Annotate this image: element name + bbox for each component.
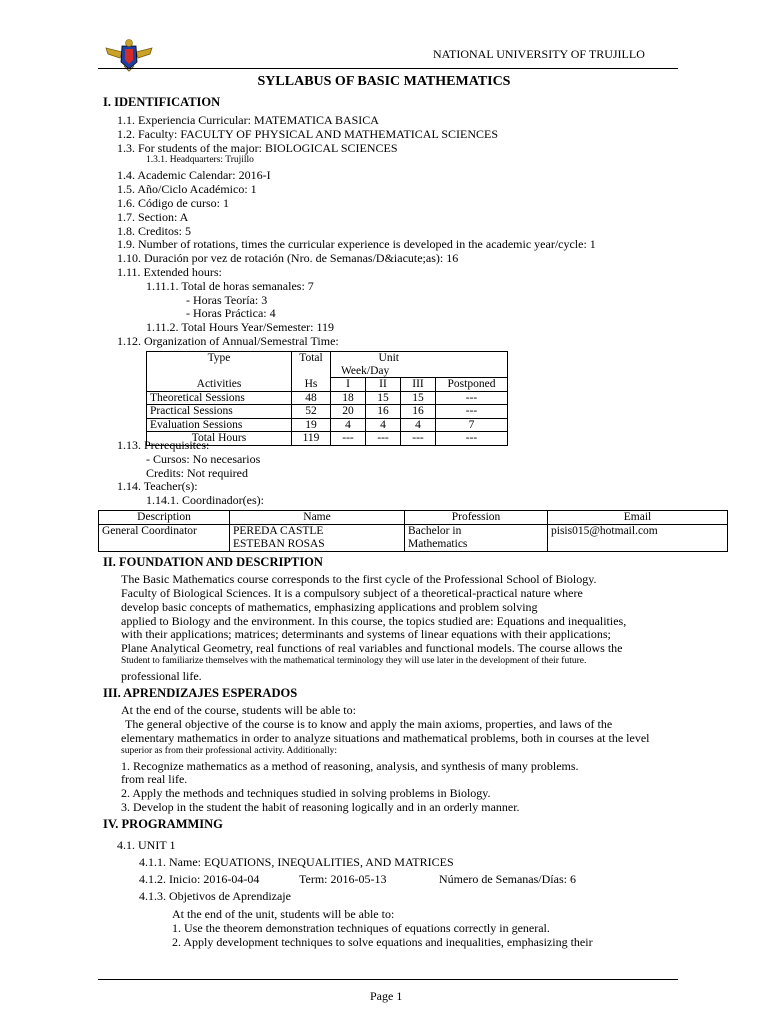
cell-postponed: ---	[436, 432, 508, 446]
programming-unit: 4.1. UNIT 1	[117, 838, 176, 852]
id-line-1-14: 1.14. Teacher(s):	[117, 479, 198, 493]
name-line-2: ESTEBAN ROSAS	[233, 538, 325, 550]
table-row	[147, 391, 508, 405]
id-line-cursos: - Cursos: No necesarios	[146, 452, 261, 466]
cell-iii: 16	[401, 405, 436, 419]
header-cell-blank	[436, 352, 508, 378]
foundation-line-1: The Basic Mathematics course corresponds to the first cycle of the Professional School of Biology.	[121, 572, 597, 586]
header-unit-label: Unit	[378, 352, 399, 364]
id-line-1-13: 1.13. Prerequisites:	[117, 438, 210, 452]
learning-general-3: superior as from their professional activity. Additionally:	[121, 746, 337, 756]
header-cell-postponed: Postponed	[436, 378, 508, 392]
cell-profession	[405, 525, 548, 552]
learning-objective-1a: 1. Recognize mathematics as a method of reasoning, analysis, and synthesis of many problems.	[121, 759, 579, 773]
cell-iii: ---	[401, 432, 436, 446]
cell-ii: 15	[366, 391, 401, 405]
cell-activity: Evaluation Sessions	[147, 418, 292, 432]
cell-i: ---	[331, 432, 366, 446]
cell-total: 52	[292, 405, 331, 419]
document-title: SYLLABUS OF BASIC MATHEMATICS	[257, 74, 511, 89]
header-rule	[98, 68, 678, 69]
id-line-horas-teoria: - Horas Teoría: 3	[186, 293, 268, 307]
profession-line-1: Bachelor in	[408, 525, 462, 537]
id-line-1-3-1: 1.3.1. Headquarters: Trujillo	[146, 155, 254, 165]
cell-activity: Theoretical Sessions	[147, 391, 292, 405]
id-line-credits: Credits: Not required	[146, 466, 248, 480]
foundation-line-8: professional life.	[121, 669, 202, 683]
header-cell-activities: Activities	[147, 378, 292, 392]
header-week-label: Week/Day	[341, 364, 390, 377]
header-cell-hs: Hs	[292, 378, 331, 392]
page-number: Page 1	[370, 989, 403, 1003]
id-line-1-12: 1.12. Organization of Annual/Semestral Time:	[117, 334, 339, 348]
foundation-line-6: Plane Analytical Geometry, real functions of real variables and functional models. The course allows the	[121, 641, 623, 655]
id-line-1-2: 1.2. Faculty: FACULTY OF PHYSICAL AND MATHEMATICAL SCIENCES	[117, 127, 499, 141]
table-row	[99, 511, 728, 525]
learning-intro: At the end of the course, students will be able to:	[121, 703, 356, 717]
programming-objectives: 4.1.3. Objetivos de Aprendizaje	[139, 889, 291, 903]
learning-objective-1b: from real life.	[121, 772, 188, 786]
footer-rule	[98, 979, 678, 980]
id-line-1-11-2: 1.11.2. Total Hours Year/Semester: 119	[146, 320, 335, 334]
table-row	[147, 378, 508, 392]
header-cell-total: Total	[292, 352, 331, 378]
cell-postponed: 7	[436, 418, 508, 432]
header-cell-profession: Profession	[405, 511, 548, 525]
table-row	[99, 525, 728, 552]
cell-email: pisis015@hotmail.com	[548, 525, 728, 552]
cell-ii: 4	[366, 418, 401, 432]
learning-objective-2: 2. Apply the methods and techniques studied in solving problems in Biology.	[121, 786, 491, 800]
cell-iii: 4	[401, 418, 436, 432]
cell-description: General Coordinator	[99, 525, 230, 552]
header-cell-name: Name	[230, 511, 405, 525]
id-line-1-1: 1.1. Experiencia Curricular: MATEMATICA BASICA	[117, 113, 379, 127]
cell-activity: Practical Sessions	[147, 405, 292, 419]
teacher-table	[98, 510, 728, 552]
cell-ii: ---	[366, 432, 401, 446]
section-identification-heading: I. IDENTIFICATION	[103, 95, 221, 109]
time-organization-table	[146, 351, 508, 446]
cell-postponed: ---	[436, 405, 508, 419]
learning-general-2: elementary mathematics in order to analyze situations and mathematical problems, both in courses at the level	[121, 731, 650, 745]
cell-total: 48	[292, 391, 331, 405]
header-cell-i: I	[331, 378, 366, 392]
id-line-1-4: 1.4. Academic Calendar: 2016-I	[117, 168, 271, 182]
id-line-1-10: 1.10. Duración por vez de rotación (Nro. de Semanas/D&iacute;as): 16	[117, 251, 459, 265]
id-line-1-11: 1.11. Extended hours:	[117, 265, 222, 279]
cell-total: 19	[292, 418, 331, 432]
cell-total: 119	[292, 432, 331, 446]
foundation-line-7: Student to familiarize themselves with the mathematical terminology they will use later in the development of their future.	[121, 656, 587, 666]
foundation-line-4: applied to Biology and the environment. In this course, the topics studied are: Equations and inequalities,	[121, 614, 627, 628]
section-programming-heading: IV. PROGRAMMING	[103, 817, 223, 831]
cell-postponed: ---	[436, 391, 508, 405]
header-cell-description: Description	[99, 511, 230, 525]
cell-ii: 16	[366, 405, 401, 419]
cell-i: 20	[331, 405, 366, 419]
foundation-line-5: with their applications; matrices; determinants and systems of linear equations with their applications;	[121, 627, 611, 641]
id-line-1-14-1: 1.14.1. Coordinador(es):	[146, 493, 264, 507]
university-logo-icon	[104, 38, 154, 72]
cell-i: 4	[331, 418, 366, 432]
table-row	[147, 352, 508, 378]
foundation-line-3: develop basic concepts of mathematics, emphasizing applications and problem solving	[121, 600, 538, 614]
id-line-1-8: 1.8. Creditos: 5	[117, 224, 191, 238]
learning-objective-3: 3. Develop in the student the habit of reasoning logically and in an orderly manner.	[121, 800, 520, 814]
cell-name	[230, 525, 405, 552]
section-foundation-heading: II. FOUNDATION AND DESCRIPTION	[103, 555, 323, 569]
section-learning-heading: III. APRENDIZAJES ESPERADOS	[103, 686, 298, 700]
header-cell-iii: III	[401, 378, 436, 392]
id-line-1-11-1: 1.11.1. Total de horas semanales: 7	[146, 279, 314, 293]
university-name: NATIONAL UNIVERSITY OF TRUJILLO	[433, 47, 645, 61]
header-cell-unit-week	[331, 352, 436, 378]
header-cell-type: Type	[147, 352, 292, 378]
cell-iii: 15	[401, 391, 436, 405]
table-row	[147, 418, 508, 432]
header-cell-ii: II	[366, 378, 401, 392]
name-line-1: PEREDA CASTLE	[233, 525, 324, 537]
id-line-1-9: 1.9. Number of rotations, times the curricular experience is developed in the academic year/cycle: 1	[117, 237, 596, 251]
programming-objectives-intro: At the end of the unit, students will be able to:	[172, 907, 395, 921]
foundation-line-2: Faculty of Biological Sciences. It is a compulsory subject of a theoretical-practical nature where	[121, 586, 583, 600]
learning-general-1: The general objective of the course is to know and apply the main axioms, properties, and laws of the	[125, 717, 613, 731]
id-line-horas-practica: - Horas Práctica: 4	[186, 306, 276, 320]
programming-start: 4.1.2. Inicio: 2016-04-04	[139, 872, 260, 886]
programming-unit-name: 4.1.1. Name: EQUATIONS, INEQUALITIES, AND MATRICES	[139, 855, 454, 869]
id-line-1-5: 1.5. Año/Ciclo Académico: 1	[117, 182, 257, 196]
cell-activity: Total Hours	[147, 432, 292, 446]
id-line-1-3: 1.3. For students of the major: BIOLOGICAL SCIENCES	[117, 141, 398, 155]
header-cell-email: Email	[548, 511, 728, 525]
id-line-1-7: 1.7. Section: A	[117, 210, 189, 224]
id-line-1-6: 1.6. Código de curso: 1	[117, 196, 229, 210]
programming-term: Term: 2016-05-13	[299, 872, 387, 886]
profession-line-2: Mathematics	[408, 538, 468, 550]
programming-objective-2: 2. Apply development techniques to solve equations and inequalities, emphasizing their	[172, 935, 593, 949]
programming-weeks: Número de Semanas/Días: 6	[439, 872, 576, 886]
table-row	[147, 405, 508, 419]
programming-objective-1: 1. Use the theorem demonstration techniques of equations correctly in general.	[172, 921, 550, 935]
cell-i: 18	[331, 391, 366, 405]
